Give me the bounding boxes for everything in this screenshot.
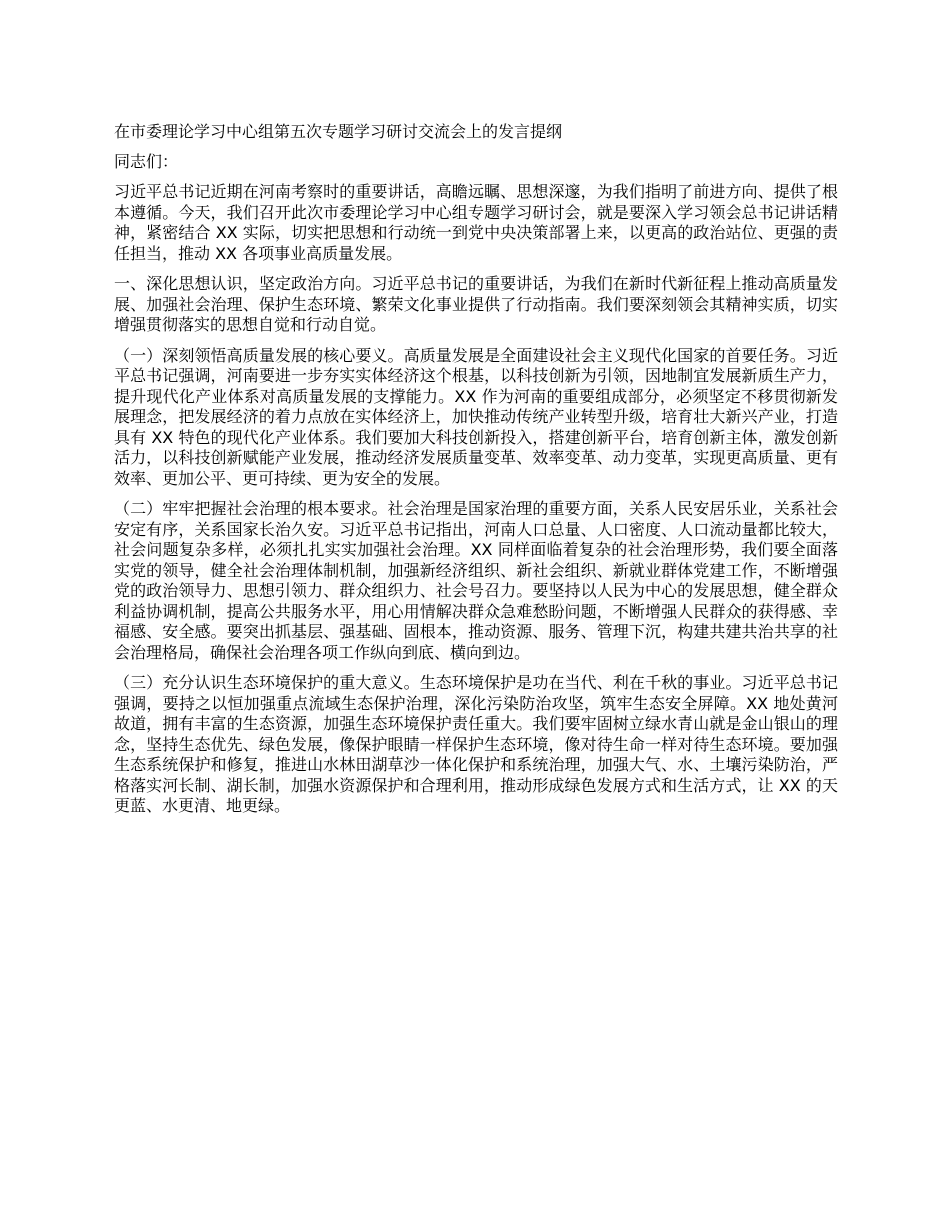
salutation: 同志们： <box>114 151 179 171</box>
paragraph-section-one: 一、深化思想认识，坚定政治方向。习近平总书记的重要讲话，为我们在新时代新征程上推动高质量发展、加强社会治理、保护生态环境、繁荣文化事业提供了行动指南。我们要深刻领会其精神实质，切实增强贯彻落实的思想自觉和行动自觉。 <box>114 274 838 334</box>
document-page <box>114 122 838 827</box>
document-title: 在市委理论学习中心组第五次专题学习研讨交流会上的发言提纲 <box>114 122 563 141</box>
paragraph-subsection-two: （二）牢牢把握社会治理的根本要求。社会治理是国家治理的重要方面，关系人民安居乐业，关系社会安定有序，关系国家长治久安。习近平总书记指出，河南人口总量、人口密度、人口流动量都比较大，社会问题复杂多样，必须扎扎实实加强社会治理。XX 同样面临着复杂的社会治理形势，我们要全面落实党的领导，健全社会治理体制机制，加强新经济组织、新社会组织、新就业群体党建工作，不断增强党的政治领导力、思想引领力、群众组织力、社会号召力。要坚持以人民为中心的发展思想，健全群众利益协调机制，提高公共服务水平，用心用情解决群众急难愁盼问题，不断增强人民群众的获得感、幸福感、安全感。要突出抓基层、强基础、固根本，推动资源、服务、管理下沉，构建共建共治共享的社会治理格局，确保社会治理各项工作纵向到底、横向到边。 <box>114 499 838 662</box>
paragraph-intro: 习近平总书记近期在河南考察时的重要讲话，高瞻远瞩、思想深邃，为我们指明了前进方向、提供了根本遵循。今天，我们召开此次市委理论学习中心组专题学习研讨会，就是要深入学习领会总书记讲话精神，紧密结合 XX 实际，切实把思想和行动统一到党中央决策部署上来，以更高的政治站位、更强的责任担当，推动 XX 各项事业高质量发展。 <box>114 182 838 263</box>
paragraph-subsection-one: （一）深刻领悟高质量发展的核心要义。高质量发展是全面建设社会主义现代化国家的首要任务。习近平总书记强调，河南要进一步夯实实体经济这个根基，以科技创新为引领，因地制宜发展新质生产力，提升现代化产业体系对高质量发展的支撑能力。XX 作为河南的重要组成部分，必须坚定不移贯彻新发展理念，把发展经济的着力点放在实体经济上，加快推动传统产业转型升级，培育壮大新兴产业，打造具有 XX 特色的现代化产业体系。我们要加大科技创新投入，搭建创新平台，培育创新主体，激发创新活力，以科技创新赋能产业发展，推动经济发展质量变革、效率变革、动力变革，实现更高质量、更有效率、更加公平、更可持续、更为安全的发展。 <box>114 345 838 488</box>
paragraph-subsection-three: （三）充分认识生态环境保护的重大意义。生态环境保护是功在当代、利在千秋的事业。习近平总书记强调，要持之以恒加强重点流域生态保护治理，深化污染防治攻坚，筑牢生态安全屏障。XX 地处黄河故道，拥有丰富的生态资源，加强生态环境保护责任重大。我们要牢固树立绿水青山就是金山银山的理念，坚持生态优先、绿色发展，像保护眼睛一样保护生态环境，像对待生命一样对待生态环境。要加强生态系统保护和修复，推进山水林田湖草沙一体化保护和系统治理，加强大气、水、土壤污染防治，严格落实河长制、湖长制，加强水资源保护和合理利用，推动形成绿色发展方式和生活方式，让 XX 的天更蓝、水更清、地更绿。 <box>114 673 838 815</box>
